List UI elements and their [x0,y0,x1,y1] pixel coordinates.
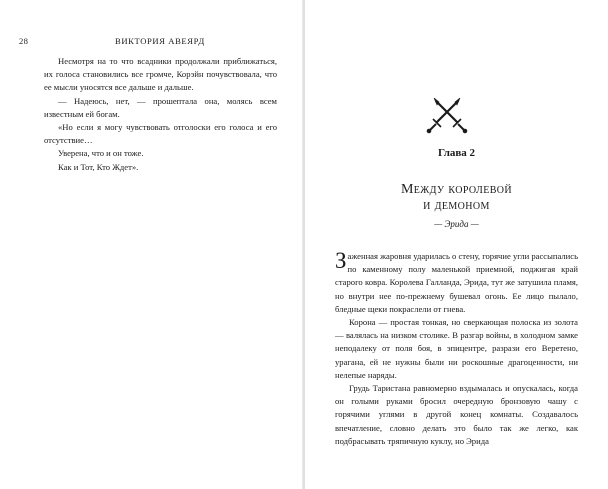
paragraph: Несмотря на то что всадники продолжали приближаться, их голоса становились все громче, Корэйн почувствовала, что ее мысли уносятся все дальше и дальше. [44,56,277,93]
chapter-title-line: Между королевой [400,182,513,197]
first-paragraph-text: аженная жаровня ударилась о стену, горячие угли рассыпались по каменному полу маленькой приемной, поджигая край старого ковра. Королева Галланда, Эрида, тут же затушила пламя, но внутри нее по-прежнему бушевал огонь. Ее лицо пылало, бледные щеки покраслели от гнева. [335,251,578,314]
chapter-pov: — Эрида — [434,219,479,229]
page-number: 28 [19,36,29,46]
page-header [19,35,283,47]
drop-cap: З [335,248,347,273]
left-page-text [44,55,277,174]
running-head-author: ВИКТОРИЯ АВЕЯРД [115,36,205,46]
paragraph: «Но если я могу чувствовать отголоски его голоса и его отсутствие… [44,122,277,146]
right-page-text [335,250,578,448]
right-page [305,0,608,489]
paragraph: — Надеюсь, нет, — прошептала она, молясь всем известным ей богам. [44,95,277,119]
chapter-title [305,182,608,214]
paragraph: Уверена, что и он тоже. [58,148,144,159]
chapter-title-line: и демоном [423,198,490,213]
left-page [0,0,303,489]
paragraph: Корона — простая тонкая, но сверкающая полоска из золота — валялась на низком столике. В разгар войны, в холодном замке неподалеку от поля боя, в эпицентре, разрази его Веретено, урагана, ей не нужны были ни роскошные драгоценности, ни нелепые наряды. [335,317,578,380]
paragraph: Как и Тот, Кто Ждет». [58,161,139,172]
paragraph: Грудь Таристана равномерно вздымалась и опускалась, когда он голыми руками бросил очередную бронзовую чашу с горячими углями в другой конец комнаты. Создавалось впечатление, словно делать это было так же легко, как подбрасывать тряпичную куклу, но Эрида [335,383,578,446]
crossed-daggers-icon [422,96,472,136]
chapter-number: Глава 2 [437,147,476,159]
first-paragraph [335,250,578,316]
